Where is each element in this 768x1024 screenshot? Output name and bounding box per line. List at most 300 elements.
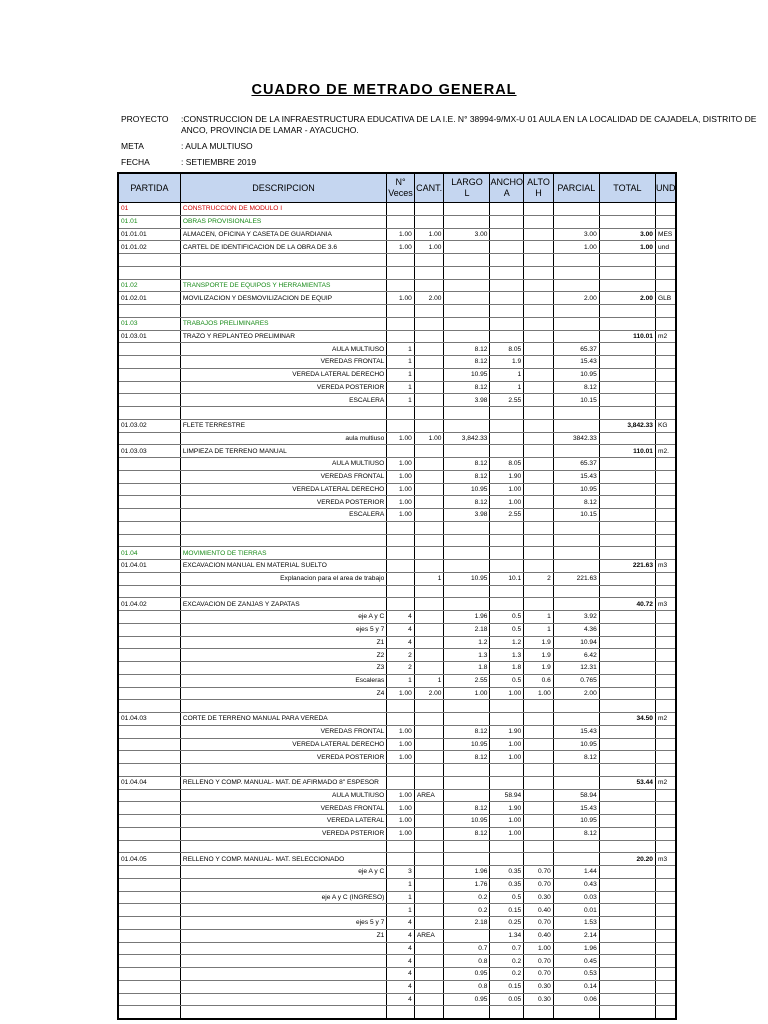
- table-row: [118, 547, 676, 560]
- ancho-cell: [490, 330, 524, 343]
- cant-cell: [414, 343, 444, 356]
- partida-cell: [118, 942, 180, 955]
- cant-cell: 2.00: [414, 687, 444, 700]
- partida-cell: [118, 343, 180, 356]
- partida-cell: [118, 521, 180, 534]
- table-row: [118, 343, 676, 356]
- total-cell: [599, 572, 655, 585]
- cant-cell: [414, 802, 444, 815]
- table-row: [118, 764, 676, 777]
- ancho-cell: [490, 317, 524, 330]
- largo-cell: 2.18: [444, 917, 490, 930]
- alto-cell: [524, 853, 554, 866]
- fecha-value: : SETIEMBRE 2019: [181, 157, 257, 167]
- largo-cell: [444, 330, 490, 343]
- partida-cell: [118, 980, 180, 993]
- alto-cell: [524, 764, 554, 777]
- veces-cell: 4: [387, 636, 415, 649]
- ancho-cell: 1.90: [490, 470, 524, 483]
- descripcion-cell: VEREDAS FRONTAL: [180, 470, 386, 483]
- largo-cell: 1.76: [444, 878, 490, 891]
- partida-cell: 01.01.02: [118, 241, 180, 254]
- largo-cell: [444, 853, 490, 866]
- und-cell: [655, 878, 676, 891]
- ancho-cell: 1: [490, 381, 524, 394]
- und-cell: [655, 432, 676, 445]
- cant-cell: [414, 445, 444, 458]
- largo-cell: 10.95: [444, 738, 490, 751]
- parcial-cell: 65.37: [553, 343, 599, 356]
- table-row: [118, 509, 676, 522]
- veces-cell: 1.00: [387, 458, 415, 471]
- veces-cell: [387, 521, 415, 534]
- partida-cell: [118, 751, 180, 764]
- cant-cell: 1: [414, 572, 444, 585]
- ancho-cell: [490, 1006, 524, 1019]
- descripcion-cell: ESCALERA: [180, 394, 386, 407]
- veces-cell: [387, 266, 415, 279]
- parcial-cell: 10.95: [553, 483, 599, 496]
- alto-cell: 1.9: [524, 636, 554, 649]
- header-alto: ALTO H: [524, 173, 554, 203]
- table-row: [118, 776, 676, 789]
- und-cell: [655, 279, 676, 292]
- und-cell: [655, 534, 676, 547]
- alto-cell: [524, 483, 554, 496]
- und-cell: [655, 496, 676, 509]
- descripcion-cell: FLETE TERRESTRE: [180, 419, 386, 432]
- total-cell: [599, 674, 655, 687]
- descripcion-cell: [180, 840, 386, 853]
- total-cell: [599, 547, 655, 560]
- veces-cell: 1: [387, 878, 415, 891]
- und-cell: [655, 509, 676, 522]
- largo-cell: 8.12: [444, 751, 490, 764]
- cant-cell: [414, 534, 444, 547]
- parcial-cell: 0.53: [553, 968, 599, 981]
- parcial-cell: [553, 279, 599, 292]
- table-row: [118, 215, 676, 228]
- veces-cell: 1: [387, 343, 415, 356]
- ancho-cell: [490, 292, 524, 305]
- descripcion-cell: ejes 5 y 7: [180, 623, 386, 636]
- total-cell: [599, 789, 655, 802]
- table-row: [118, 611, 676, 624]
- total-cell: [599, 585, 655, 598]
- total-cell: [599, 279, 655, 292]
- und-cell: [655, 815, 676, 828]
- table-row: [118, 674, 676, 687]
- descripcion-cell: Z1: [180, 929, 386, 942]
- total-cell: [599, 904, 655, 917]
- cant-cell: [414, 611, 444, 624]
- und-cell: [655, 368, 676, 381]
- alto-cell: 1.9: [524, 649, 554, 662]
- cant-cell: [414, 521, 444, 534]
- und-cell: [655, 623, 676, 636]
- total-cell: [599, 394, 655, 407]
- partida-cell: [118, 725, 180, 738]
- ancho-cell: 0.35: [490, 866, 524, 879]
- parcial-cell: 10.95: [553, 738, 599, 751]
- total-cell: 3.00: [599, 228, 655, 241]
- parcial-cell: 3842.33: [553, 432, 599, 445]
- alto-cell: [524, 598, 554, 611]
- alto-cell: 0.70: [524, 955, 554, 968]
- und-cell: [655, 470, 676, 483]
- total-cell: [599, 305, 655, 318]
- largo-cell: [444, 776, 490, 789]
- und-cell: [655, 725, 676, 738]
- partida-cell: [118, 955, 180, 968]
- descripcion-cell: RELLENO Y COMP. MANUAL- MAT. DE AFIRMADO 8" ESPESOR: [180, 776, 386, 789]
- total-cell: [599, 521, 655, 534]
- total-cell: [599, 738, 655, 751]
- cant-cell: AREA: [414, 789, 444, 802]
- header-partida: PARTIDA: [118, 173, 180, 203]
- ancho-cell: [490, 203, 524, 216]
- table-row: [118, 993, 676, 1006]
- descripcion-cell: MOVIMIENTO DE TIERRAS: [180, 547, 386, 560]
- ancho-cell: 0.15: [490, 980, 524, 993]
- alto-cell: 1: [524, 623, 554, 636]
- descripcion-cell: [180, 534, 386, 547]
- total-cell: [599, 215, 655, 228]
- alto-cell: 1.00: [524, 942, 554, 955]
- parcial-cell: 0.03: [553, 891, 599, 904]
- table-row: [118, 789, 676, 802]
- alto-cell: [524, 343, 554, 356]
- total-cell: [599, 942, 655, 955]
- alto-cell: [524, 407, 554, 420]
- total-cell: [599, 470, 655, 483]
- largo-cell: 8.12: [444, 356, 490, 369]
- total-cell: [599, 623, 655, 636]
- ancho-cell: 1.2: [490, 636, 524, 649]
- descripcion-cell: AULA MULTIUSO: [180, 343, 386, 356]
- total-cell: [599, 815, 655, 828]
- table-header: [118, 173, 676, 203]
- veces-cell: 3: [387, 866, 415, 879]
- partida-cell: 01.03.03: [118, 445, 180, 458]
- partida-cell: [118, 649, 180, 662]
- largo-cell: [444, 292, 490, 305]
- ancho-cell: [490, 853, 524, 866]
- alto-cell: 0.30: [524, 891, 554, 904]
- veces-cell: 4: [387, 611, 415, 624]
- alto-cell: [524, 802, 554, 815]
- cant-cell: [414, 840, 444, 853]
- descripcion-cell: eje A y C: [180, 611, 386, 624]
- veces-cell: 2: [387, 662, 415, 675]
- total-cell: [599, 968, 655, 981]
- veces-cell: 1.00: [387, 470, 415, 483]
- descripcion-cell: [180, 942, 386, 955]
- parcial-cell: [553, 445, 599, 458]
- partida-cell: 01.04.04: [118, 776, 180, 789]
- alto-cell: [524, 368, 554, 381]
- cant-cell: [414, 878, 444, 891]
- alto-cell: [524, 228, 554, 241]
- veces-cell: [387, 598, 415, 611]
- und-cell: [655, 751, 676, 764]
- table-row: [118, 917, 676, 930]
- partida-cell: [118, 993, 180, 1006]
- largo-cell: 8.12: [444, 725, 490, 738]
- partida-cell: [118, 407, 180, 420]
- largo-cell: 1.2: [444, 636, 490, 649]
- und-cell: [655, 343, 676, 356]
- und-cell: [655, 458, 676, 471]
- cant-cell: [414, 368, 444, 381]
- partida-cell: [118, 904, 180, 917]
- veces-cell: [387, 203, 415, 216]
- alto-cell: [524, 725, 554, 738]
- alto-cell: 0.40: [524, 904, 554, 917]
- ancho-cell: 1.00: [490, 738, 524, 751]
- descripcion-cell: EXCAVACION DE ZANJAS Y ZAPATAS: [180, 598, 386, 611]
- descripcion-cell: Z2: [180, 649, 386, 662]
- cant-cell: 1.00: [414, 432, 444, 445]
- descripcion-cell: VEREDA LATERAL DERECHO: [180, 483, 386, 496]
- veces-cell: [387, 279, 415, 292]
- parcial-cell: 6.42: [553, 649, 599, 662]
- und-cell: MES: [655, 228, 676, 241]
- alto-cell: [524, 1006, 554, 1019]
- parcial-cell: [553, 840, 599, 853]
- total-cell: [599, 509, 655, 522]
- alto-cell: [524, 394, 554, 407]
- ancho-cell: 2.55: [490, 394, 524, 407]
- partida-cell: [118, 636, 180, 649]
- cant-cell: [414, 279, 444, 292]
- ancho-cell: [490, 407, 524, 420]
- total-cell: 2.00: [599, 292, 655, 305]
- total-cell: [599, 1006, 655, 1019]
- und-cell: m3: [655, 560, 676, 573]
- und-cell: [655, 866, 676, 879]
- alto-cell: [524, 458, 554, 471]
- cant-cell: [414, 866, 444, 879]
- veces-cell: [387, 330, 415, 343]
- und-cell: und: [655, 241, 676, 254]
- ancho-cell: 0.5: [490, 891, 524, 904]
- ancho-cell: 10.1: [490, 572, 524, 585]
- descripcion-cell: ejes 5 y 7: [180, 917, 386, 930]
- largo-cell: [444, 840, 490, 853]
- alto-cell: [524, 776, 554, 789]
- descripcion-cell: [180, 993, 386, 1006]
- parcial-cell: 15.43: [553, 356, 599, 369]
- table-row: [118, 662, 676, 675]
- descripcion-cell: VEREDA POSTERIOR: [180, 496, 386, 509]
- ancho-cell: [490, 534, 524, 547]
- parcial-cell: 15.43: [553, 470, 599, 483]
- ancho-cell: [490, 266, 524, 279]
- alto-cell: [524, 317, 554, 330]
- ancho-cell: [490, 228, 524, 241]
- largo-cell: 1.96: [444, 866, 490, 879]
- largo-cell: 0.8: [444, 980, 490, 993]
- parcial-cell: [553, 585, 599, 598]
- cant-cell: [414, 623, 444, 636]
- alto-cell: 0.70: [524, 917, 554, 930]
- descripcion-cell: LIMPIEZA DE TERRENO MANUAL: [180, 445, 386, 458]
- cant-cell: [414, 968, 444, 981]
- partida-cell: [118, 585, 180, 598]
- und-cell: [655, 381, 676, 394]
- cant-cell: [414, 815, 444, 828]
- cant-cell: [414, 1006, 444, 1019]
- veces-cell: [387, 853, 415, 866]
- parcial-cell: 1.53: [553, 917, 599, 930]
- ancho-cell: [490, 713, 524, 726]
- und-cell: [655, 917, 676, 930]
- partida-cell: 01.04.03: [118, 713, 180, 726]
- total-cell: [599, 611, 655, 624]
- table-row: [118, 713, 676, 726]
- table-row: [118, 381, 676, 394]
- cant-cell: [414, 509, 444, 522]
- cant-cell: 1: [414, 674, 444, 687]
- parcial-cell: [553, 1006, 599, 1019]
- cant-cell: [414, 853, 444, 866]
- largo-cell: [444, 279, 490, 292]
- header-und: UND: [655, 173, 676, 203]
- cant-cell: [414, 560, 444, 573]
- total-cell: 221.63: [599, 560, 655, 573]
- table-row: [118, 254, 676, 267]
- total-cell: [599, 254, 655, 267]
- cant-cell: [414, 993, 444, 1006]
- ancho-cell: [490, 598, 524, 611]
- total-cell: [599, 827, 655, 840]
- ancho-cell: [490, 305, 524, 318]
- table-row: [118, 266, 676, 279]
- total-cell: [599, 929, 655, 942]
- total-cell: [599, 534, 655, 547]
- partida-cell: 01.01: [118, 215, 180, 228]
- metrado-table: [117, 172, 677, 1020]
- partida-cell: [118, 509, 180, 522]
- partida-cell: [118, 394, 180, 407]
- table-row: [118, 279, 676, 292]
- ancho-cell: 0.35: [490, 878, 524, 891]
- veces-cell: 4: [387, 993, 415, 1006]
- partida-cell: 01.04.01: [118, 560, 180, 573]
- total-cell: [599, 356, 655, 369]
- ancho-cell: 58.94: [490, 789, 524, 802]
- veces-cell: [387, 572, 415, 585]
- total-cell: [599, 649, 655, 662]
- largo-cell: 8.12: [444, 470, 490, 483]
- cant-cell: [414, 751, 444, 764]
- partida-cell: 01.02: [118, 279, 180, 292]
- partida-cell: 01.02.01: [118, 292, 180, 305]
- parcial-cell: [553, 317, 599, 330]
- cant-cell: [414, 713, 444, 726]
- table-row: [118, 534, 676, 547]
- table-body: [118, 203, 676, 1020]
- partida-cell: [118, 674, 180, 687]
- parcial-cell: 8.12: [553, 381, 599, 394]
- total-cell: [599, 636, 655, 649]
- partida-cell: [118, 496, 180, 509]
- parcial-cell: [553, 853, 599, 866]
- descripcion-cell: Z4: [180, 687, 386, 700]
- cant-cell: [414, 904, 444, 917]
- cant-cell: [414, 254, 444, 267]
- total-cell: 40.72: [599, 598, 655, 611]
- largo-cell: 1.00: [444, 687, 490, 700]
- largo-cell: 10.95: [444, 368, 490, 381]
- alto-cell: 0.70: [524, 866, 554, 879]
- cant-cell: [414, 330, 444, 343]
- parcial-cell: [553, 266, 599, 279]
- descripcion-cell: [180, 968, 386, 981]
- descripcion-cell: CARTEL DE IDENTIFICACION DE LA OBRA DE 3.6: [180, 241, 386, 254]
- parcial-cell: [553, 598, 599, 611]
- ancho-cell: 1.3: [490, 649, 524, 662]
- und-cell: [655, 483, 676, 496]
- alto-cell: [524, 445, 554, 458]
- parcial-cell: [553, 305, 599, 318]
- und-cell: [655, 993, 676, 1006]
- table-row: [118, 203, 676, 216]
- und-cell: [655, 585, 676, 598]
- total-cell: 3,842.33: [599, 419, 655, 432]
- fecha-label: FECHA: [121, 157, 150, 167]
- header-largo: LARGO L: [444, 173, 490, 203]
- cant-cell: [414, 955, 444, 968]
- table-row: [118, 840, 676, 853]
- total-cell: [599, 751, 655, 764]
- partida-cell: [118, 789, 180, 802]
- ancho-cell: [490, 764, 524, 777]
- partida-cell: [118, 356, 180, 369]
- descripcion-cell: CONSTRUCCION DE MODULO I: [180, 203, 386, 216]
- veces-cell: [387, 215, 415, 228]
- cant-cell: [414, 266, 444, 279]
- ancho-cell: [490, 840, 524, 853]
- parcial-cell: [553, 419, 599, 432]
- und-cell: [655, 203, 676, 216]
- largo-cell: [444, 241, 490, 254]
- largo-cell: 8.12: [444, 458, 490, 471]
- alto-cell: 0.70: [524, 878, 554, 891]
- partida-cell: [118, 534, 180, 547]
- descripcion-cell: aula multiuso: [180, 432, 386, 445]
- cant-cell: [414, 317, 444, 330]
- ancho-cell: [490, 585, 524, 598]
- alto-cell: 0.6: [524, 674, 554, 687]
- veces-cell: 1.00: [387, 815, 415, 828]
- largo-cell: [444, 598, 490, 611]
- total-cell: [599, 432, 655, 445]
- veces-cell: 1.00: [387, 827, 415, 840]
- alto-cell: [524, 815, 554, 828]
- alto-cell: [524, 292, 554, 305]
- alto-cell: [524, 356, 554, 369]
- table-row: [118, 305, 676, 318]
- largo-cell: 8.12: [444, 381, 490, 394]
- document-title: CUADRO DE METRADO GENERAL: [251, 82, 517, 98]
- descripcion-cell: [180, 955, 386, 968]
- largo-cell: 10.95: [444, 572, 490, 585]
- table-row: [118, 878, 676, 891]
- alto-cell: [524, 203, 554, 216]
- alto-cell: [524, 279, 554, 292]
